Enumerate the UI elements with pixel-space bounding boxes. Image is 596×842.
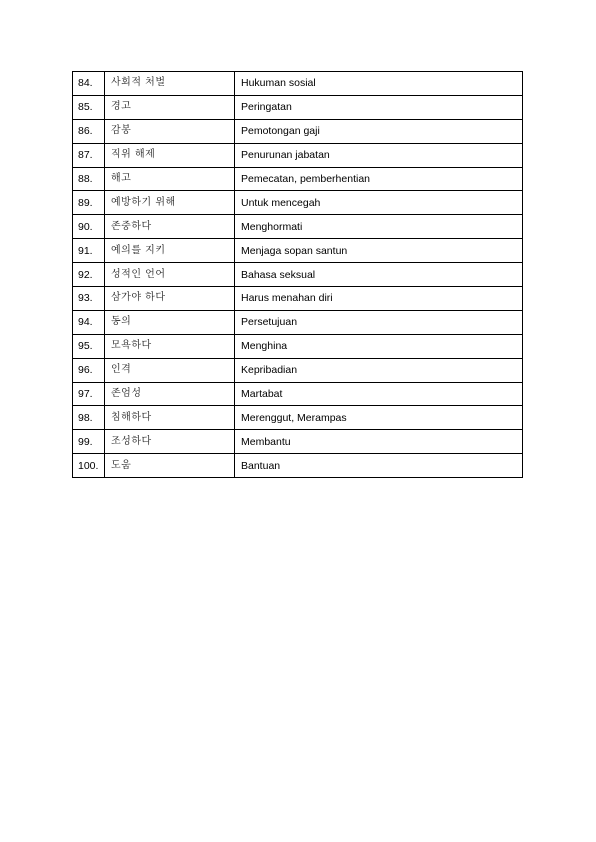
table-row <box>73 358 523 382</box>
korean-term: 동의 <box>105 310 235 334</box>
vocabulary-table <box>72 71 523 478</box>
table-row <box>73 406 523 430</box>
korean-term: 조성하다 <box>105 430 235 454</box>
row-number: 98. <box>73 406 105 430</box>
korean-term: 예의를 지키 <box>105 239 235 263</box>
indonesian-translation: Kepribadian <box>235 358 523 382</box>
indonesian-translation: Menjaga sopan santun <box>235 239 523 263</box>
indonesian-translation: Persetujuan <box>235 310 523 334</box>
indonesian-translation: Membantu <box>235 430 523 454</box>
table-row <box>73 263 523 287</box>
indonesian-translation: Martabat <box>235 382 523 406</box>
korean-term: 존엄성 <box>105 382 235 406</box>
korean-term: 경고 <box>105 95 235 119</box>
table-row <box>73 119 523 143</box>
table-row <box>73 191 523 215</box>
table-row <box>73 287 523 311</box>
indonesian-translation: Bantuan <box>235 454 523 478</box>
row-number: 97. <box>73 382 105 406</box>
indonesian-translation: Untuk mencegah <box>235 191 523 215</box>
row-number: 84. <box>73 72 105 96</box>
indonesian-translation: Merenggut, Merampas <box>235 406 523 430</box>
indonesian-translation: Hukuman sosial <box>235 72 523 96</box>
row-number: 94. <box>73 310 105 334</box>
table-row <box>73 215 523 239</box>
row-number: 85. <box>73 95 105 119</box>
row-number: 89. <box>73 191 105 215</box>
korean-term: 성적인 언어 <box>105 263 235 287</box>
indonesian-translation: Penurunan jabatan <box>235 143 523 167</box>
korean-term: 사회적 처벌 <box>105 72 235 96</box>
indonesian-translation: Menghormati <box>235 215 523 239</box>
table-row <box>73 454 523 478</box>
indonesian-translation: Bahasa seksual <box>235 263 523 287</box>
korean-term: 존중하다 <box>105 215 235 239</box>
indonesian-translation: Peringatan <box>235 95 523 119</box>
table-row <box>73 430 523 454</box>
table-row <box>73 334 523 358</box>
row-number: 91. <box>73 239 105 263</box>
korean-term: 모욕하다 <box>105 334 235 358</box>
korean-term: 침해하다 <box>105 406 235 430</box>
table-row <box>73 382 523 406</box>
table-row <box>73 310 523 334</box>
row-number: 99. <box>73 430 105 454</box>
indonesian-translation: Harus menahan diri <box>235 287 523 311</box>
korean-term: 예방하기 위해 <box>105 191 235 215</box>
row-number: 87. <box>73 143 105 167</box>
indonesian-translation: Pemotongan gaji <box>235 119 523 143</box>
row-number: 86. <box>73 119 105 143</box>
korean-term: 해고 <box>105 167 235 191</box>
table-row <box>73 239 523 263</box>
row-number: 88. <box>73 167 105 191</box>
table-row <box>73 95 523 119</box>
row-number: 92. <box>73 263 105 287</box>
korean-term: 감봉 <box>105 119 235 143</box>
korean-term: 도움 <box>105 454 235 478</box>
korean-term: 직위 해제 <box>105 143 235 167</box>
row-number: 93. <box>73 287 105 311</box>
row-number: 96. <box>73 358 105 382</box>
table-row <box>73 143 523 167</box>
table-row <box>73 167 523 191</box>
indonesian-translation: Menghina <box>235 334 523 358</box>
row-number: 95. <box>73 334 105 358</box>
row-number: 100. <box>73 454 105 478</box>
vocabulary-table-body <box>73 72 523 478</box>
korean-term: 삼가야 하다 <box>105 287 235 311</box>
row-number: 90. <box>73 215 105 239</box>
table-row <box>73 72 523 96</box>
indonesian-translation: Pemecatan, pemberhentian <box>235 167 523 191</box>
korean-term: 인격 <box>105 358 235 382</box>
